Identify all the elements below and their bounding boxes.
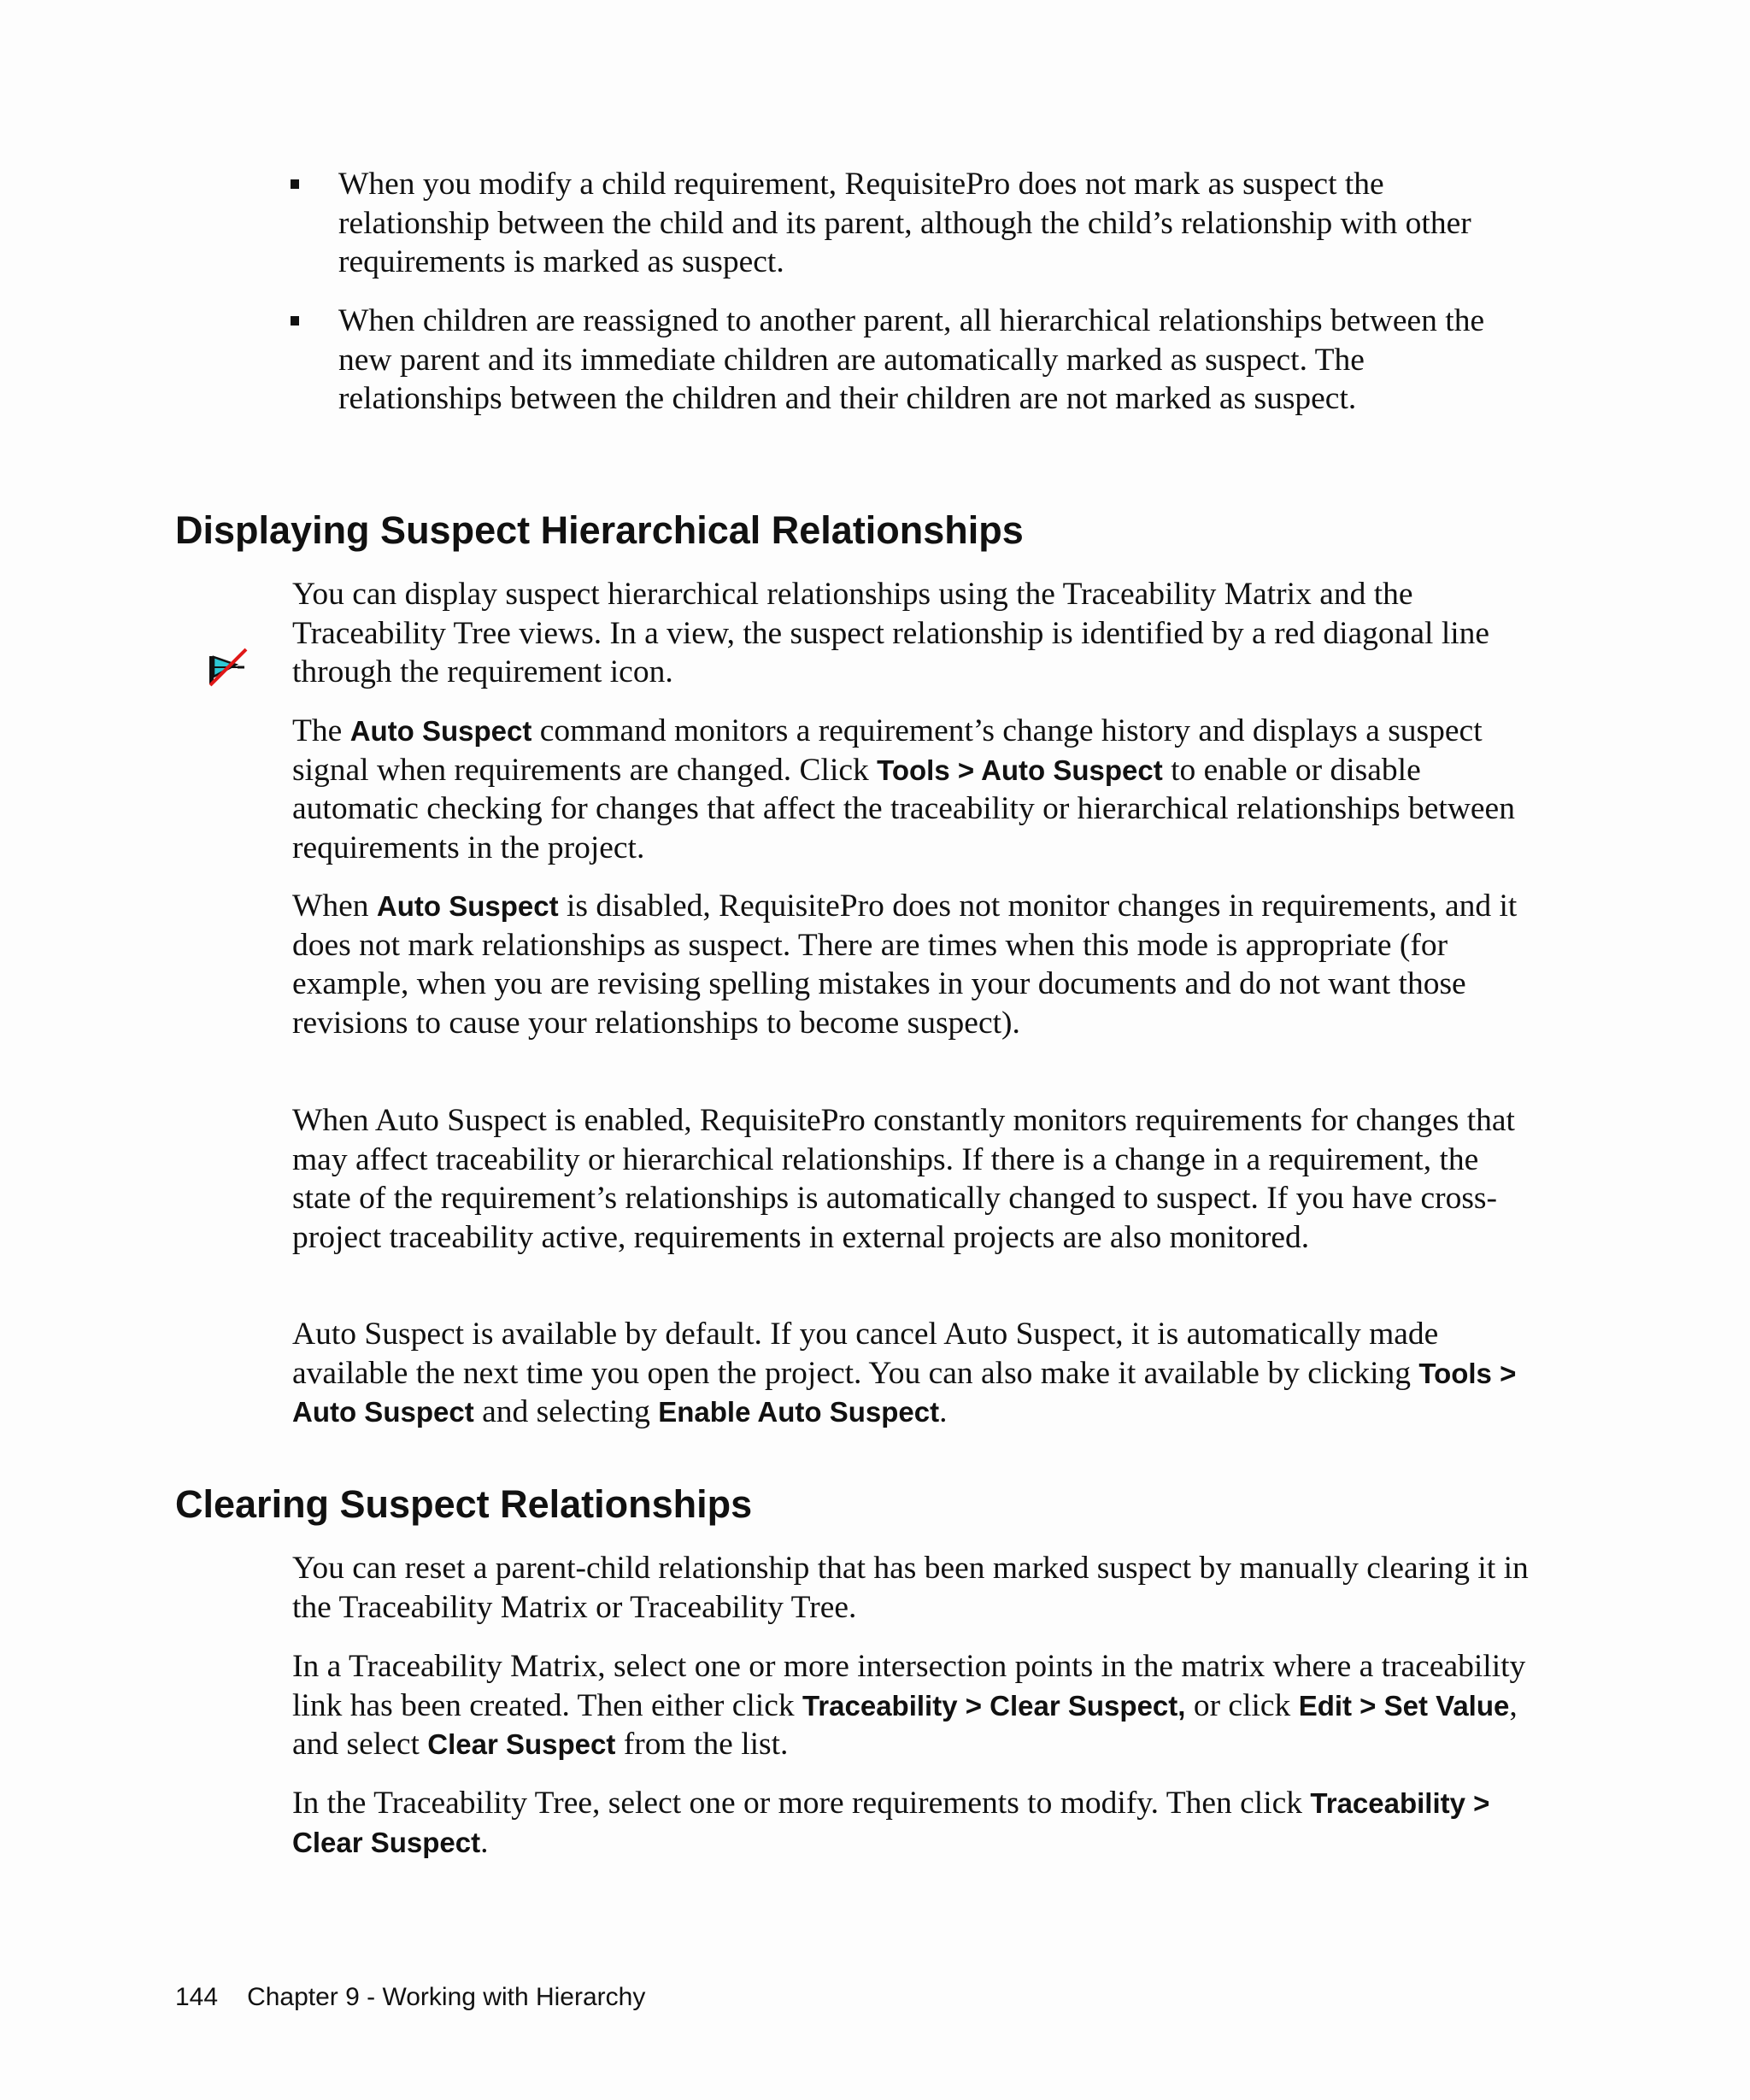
bullet-item xyxy=(294,302,1524,419)
paragraph: You can display suspect hierarchical relationships using the Traceability Matrix and the Traceability Tree views. In a view, the suspect relationship is identified by a red diagonal line through the requirement icon. xyxy=(292,577,1490,689)
paragraph: When Auto Suspect is enabled, RequisitePro constantly monitors requirements for changes that may affect traceability or hierarchical relationships. If there is a change in a requirement, the state of the requirement’s relationships is automatically changed to suspect. If you have cross-project traceability active, requirements in external projects are also monitored. xyxy=(292,1103,1515,1255)
ui-term: Auto Suspect xyxy=(376,890,559,922)
suspect-requirement-icon xyxy=(207,646,250,689)
page-number: 144 xyxy=(175,1983,219,2011)
menu-path: Tools > Auto Suspect xyxy=(292,1357,1517,1428)
section-heading-displaying: Displaying Suspect Hierarchical Relationships xyxy=(175,508,1024,552)
ui-term: Clear Suspect xyxy=(427,1728,616,1760)
menu-path: Edit > Set Value xyxy=(1298,1689,1510,1722)
bullet-square-icon xyxy=(291,179,299,189)
paragraph: In a Traceability Matrix, select one or more intersection points in the matrix where a traceability link has been created. Then either click Traceability > Clear Suspect, or click Edit > Set Value, and select Clear Suspect from the list. xyxy=(292,1649,1526,1762)
menu-path: Traceability > Clear Suspect, xyxy=(802,1689,1186,1722)
paragraph: In the Traceability Tree, select one or more requirements to modify. Then click Traceability > Clear Suspect. xyxy=(292,1786,1490,1860)
bullet-text: When children are reassigned to another parent, all hierarchical relationships between the new parent and its immediate children are automatically marked as suspect. The relationships between the children and their children are not marked as suspect. xyxy=(338,303,1485,416)
page-footer xyxy=(175,1982,645,2013)
chapter-title: Chapter 9 - Working with Hierarchy xyxy=(247,1983,646,2011)
bullet-square-icon xyxy=(291,316,299,326)
ui-term: Auto Suspect xyxy=(349,715,532,747)
paragraph: Auto Suspect is available by default. If you cancel Auto Suspect, it is automatically made available the next time you open the project. You can also make it available by clicking Tools > Auto Suspect and selecting Enable Auto Suspect. xyxy=(292,1317,1517,1429)
paragraph: The Auto Suspect command monitors a requirement’s change history and displays a suspect signal when requirements are changed. Click Tools > Auto Suspect to enable or disable automatic checking for changes that affect the traceability or hierarchical relationships between requirements in the project. xyxy=(292,713,1515,865)
menu-path: Traceability > Clear Suspect xyxy=(292,1787,1490,1858)
bullet-text: When you modify a child requirement, RequisitePro does not mark as suspect the relationship between the child and its parent, although the child’s relationship with other requirements is marked as suspect. xyxy=(338,167,1471,279)
bullet-item xyxy=(294,165,1524,282)
section-heading-clearing: Clearing Suspect Relationships xyxy=(175,1482,753,1526)
paragraph: When Auto Suspect is disabled, RequisitePro does not monitor changes in requirements, and it does not mark relationships as suspect. There are times when this mode is appropriate (for example, when you are revising spelling mistakes in your documents and do not want those revisions to cause your relationships to become suspect). xyxy=(292,889,1518,1041)
ui-term: Enable Auto Suspect xyxy=(658,1396,940,1428)
menu-path: Tools > Auto Suspect xyxy=(877,754,1163,786)
paragraph: You can reset a parent-child relationship that has been marked suspect by manually clearing it in the Traceability Matrix or Traceability Tree. xyxy=(292,1551,1529,1625)
